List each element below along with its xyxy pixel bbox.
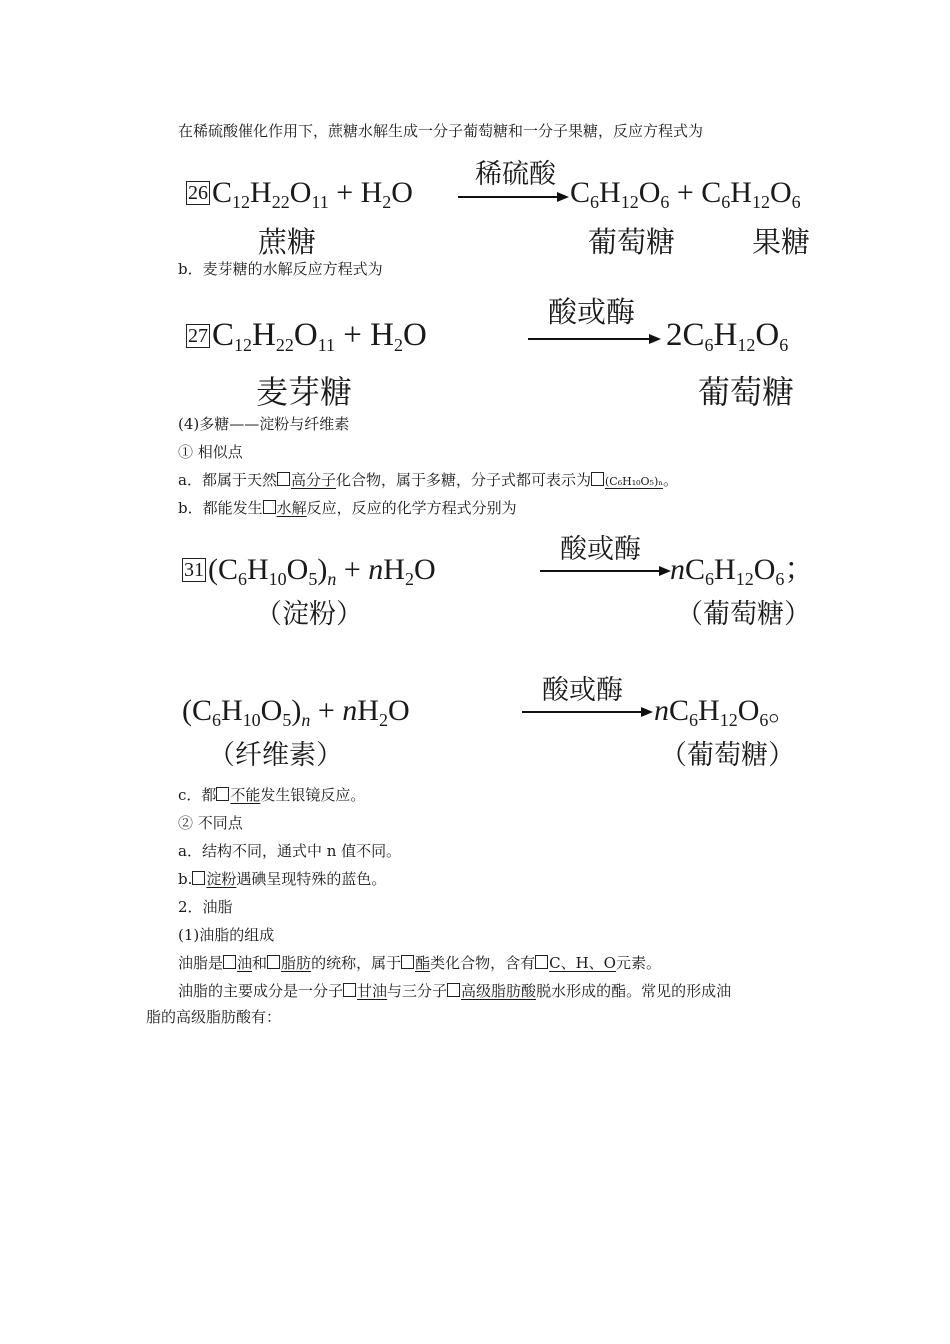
similarity-b [178,498,517,518]
answer-blank: 酯 [401,954,430,972]
equation-31-lhs: 31 $(C_6H_{10}O_5)_n + nH_2O$ [184,553,436,589]
fats-main-component: 油脂的主要成分是一分子 甘油与三分子 高级脂肪酸脱水形成的酯。常见的形成油 [178,982,732,1000]
text-segment: 化合物，属于多糖，分子式都可表示为 [335,471,591,489]
difference-a: a．结构不同，通式中 n 值不同。 [178,842,402,860]
equation-number: 26 [188,182,208,204]
answer-blank: 油 [223,954,252,972]
text-segment: 遇碘呈现特殊的蓝色。 [236,870,387,888]
text-segment: 反应，反应的化学方程式分别为 [306,499,517,517]
equation-27-rhs: $2C_6H_{12}O_6$ [666,317,789,355]
equation-27-lhs: 27 $C_{12}H_{22}O_{11} + H_2O$ [188,317,427,355]
answer-blank: 淀粉 [192,870,236,888]
text-segment: b. [178,870,193,888]
text-segment: c．都 [178,786,217,804]
reaction-condition: 酸或酶 [560,534,641,565]
text-segment: 发生银镜反应。 [260,786,366,804]
difference-b [178,869,386,889]
label-glucose: （葡萄糖） [676,599,811,630]
text-segment: 。 [663,471,679,489]
answer-blank: 高级脂肪酸 [447,982,536,1000]
equation-number: 27 [188,325,208,347]
answer-blank: 水解 [263,499,307,517]
intro-text: 在稀硫酸催化作用下，蔗糖水解生成一分子葡萄糖和一分子果糖，反应方程式为 [178,122,704,140]
label-starch: （淀粉） [255,599,363,630]
reaction-condition: 稀硫酸 [475,159,556,190]
equation-31-rhs: $nC_6H_{12}O_6$； [670,553,815,589]
answer-blank: 脂肪 [267,954,311,972]
reaction-arrow [540,570,668,572]
answer-blank: 不能 [216,786,260,804]
answer-blank: (C₆H₁₀O₅)ₙ [591,475,663,488]
fats-main-component-cont: 脂的高级脂肪酸有： [146,1008,282,1026]
text-segment: a．都属于天然 [178,471,277,489]
answer-blank: C、H、O [535,954,616,972]
similarity-a [178,470,678,492]
fats-heading: 2．油脂 [178,898,233,916]
equation-cellulose-rhs: $nC_6H_{12}O_6$。 [654,694,799,730]
reaction-condition: 酸或酶 [542,675,623,706]
differences-heading: ② 不同点 [178,814,243,832]
reaction-arrow [522,711,650,713]
polysaccharide-heading: (4)多糖——淀粉与纤维素 [178,415,350,433]
similarity-c [178,785,365,805]
similarities-heading: ① 相似点 [178,443,243,461]
fats-definition: 油脂是 油和 脂肪的统称，属于 酯类化合物，含有 C、H、O元素。 [178,954,661,972]
maltose-intro: b．麦芽糖的水解反应方程式为 [178,260,383,278]
label-cellulose: （纤维素） [208,740,343,771]
equation-number: 31 [184,559,204,581]
equation-26-lhs: 26 $C_{12}H_{22}O_{11} + H_2O$ [188,176,413,212]
reaction-arrow [528,338,658,340]
label-fructose: 果糖 [752,225,811,259]
label-maltose: 麦芽糖 [256,373,353,411]
label-glucose: 葡萄糖 [588,225,676,259]
equation-cellulose-lhs: $(C_6H_{10}O_5)_n + nH_2O$ [182,694,410,730]
label-glucose: 葡萄糖 [698,373,795,411]
label-sucrose: 蔗糖 [258,225,317,259]
answer-blank: 甘油 [343,982,387,1000]
label-glucose: （葡萄糖） [660,740,795,771]
reaction-arrow [458,196,566,198]
equation-26-rhs: $C_6H_{12}O_6 + C_6H_{12}O_6$ [570,176,801,212]
answer-blank: 高分子 [277,471,336,489]
reaction-condition: 酸或酶 [548,295,636,329]
fats-composition-heading: (1)油脂的组成 [178,926,275,944]
text-segment: b．都能发生 [178,499,263,517]
